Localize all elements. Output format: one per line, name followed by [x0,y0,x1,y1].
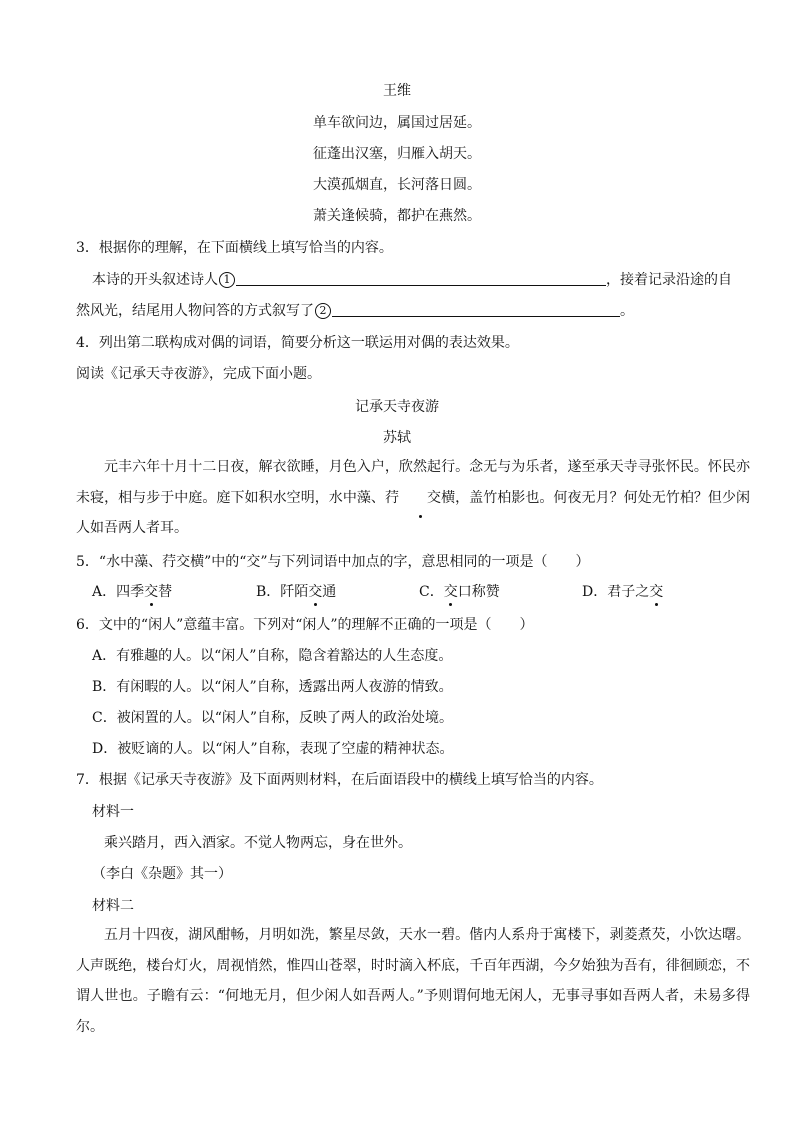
poem-line-4: 萧关逢候骑，都护在燕然。 [313,208,481,224]
question-6-stem: 6．文中的“闲人”意蕴丰富。下列对“闲人”的理解不正确的一项是（ ） [76,617,534,633]
q3-text-3: 然风光，结尾用人物问答的方式叙写了 [76,303,314,319]
q6-option-b[interactable]: B．有闲暇的人。以“闲人”自称，透露出两人夜游的情致。 [92,679,453,695]
q3-marker-2: 2 [315,303,331,319]
q5-option-c-dot: 交 [444,581,458,601]
q6-option-d[interactable]: D．被贬谪的人。以“闲人”自称，表现了空虚的精神状态。 [92,741,454,757]
question-7-stem: 7．根据《记承天寺夜游》及下面两则材料，在后面语段中的横线上填写恰当的内容。 [76,772,603,788]
q5-option-b[interactable] [256,581,336,601]
question-4-stem: 4．列出第二联构成对偶的词语，简要分析这一联运用对偶的表达效果。 [76,335,519,351]
q3-blank-2[interactable] [332,316,620,317]
material-2-label: 材料二 [92,898,134,914]
q3-marker-1: 1 [219,272,235,288]
poem-line-1: 单车欲问边，属国过居延。 [313,115,481,131]
essay-text-part-b: 横，盖竹柏影也。何夜无月？何处无竹柏？但少闲人如吾两人者耳。 [76,489,751,536]
q5-option-b-pre: B．阡陌 [256,584,309,600]
q5-option-a-pre: A．四季 [92,584,145,600]
material-1-label: 材料一 [92,804,134,820]
q5-option-c[interactable] [419,581,500,601]
reading-intro: 阅读《记承天寺夜游》，完成下面小题。 [76,366,321,382]
q5-option-b-dot: 交 [308,581,322,601]
q5-option-c-post: 口称赞 [457,584,500,600]
q6-option-a[interactable]: A．有雅趣的人。以“闲人”自称，隐含着豁达的人生态度。 [92,648,453,664]
material-1-source: （李白《杂题》其一） [92,866,232,882]
q3-blank-1[interactable] [236,285,606,286]
question-3-line-1 [92,269,732,289]
q6-option-c[interactable]: C．被闲置的人。以“闲人”自称，反映了两人的政治处境。 [92,710,454,726]
essay-author: 苏轼 [383,430,411,446]
essay-title: 记承天寺夜游 [355,399,439,415]
q5-option-a-dot: 交 [144,581,158,601]
poem-line-3: 大漠孤烟直，长河落日圆。 [313,177,481,193]
q5-option-c-pre: C． [419,584,444,600]
q5-option-b-post: 通 [322,584,337,600]
question-3-stem: 3．根据你的理解，在下面横线上填写恰当的内容。 [76,240,393,256]
q5-option-d-pre: D．君子之 [582,584,650,600]
essay-dotted-char: 交 [399,483,441,514]
q5-option-a[interactable] [92,581,172,601]
q3-text-2: ，接着记录沿途的自 [606,272,732,288]
essay-text-part-a: 元丰六年十月十二日夜，解衣欲睡，月色入户，欣然起行。念无与为乐者，遂至承天寺寻张怀民。怀民亦未寝，相与步于中庭。庭下如积水空明，水中藻、荇 [76,459,750,506]
material-1-text: 乘兴踏月，西入酒家。不觉人物两忘，身在世外。 [104,835,412,851]
essay-text [76,452,750,544]
poem-line-2: 征蓬出汉塞，归雁入胡天。 [313,146,481,162]
question-5-stem: 5．“水中藻、荇交横”中的“交”与下列词语中加点的字，意思相同的一项是（ ） [76,554,590,570]
q5-option-d-dot: 交 [649,581,663,601]
poem-author: 王维 [383,83,411,99]
q3-text-1: 本诗的开头叙述诗人 [92,272,218,288]
q5-option-d[interactable] [582,581,663,601]
q3-text-4: 。 [620,303,634,319]
question-3-line-2 [76,300,634,320]
q5-option-a-post: 替 [158,584,173,600]
material-2-text: 五月十四夜，湖风酣畅，月明如洗，繁星尽敛，天水一碧。偕内人系舟于寓楼下，剥菱煮芡，小饮达曙。人声既绝，楼台灯火，周视悄然，惟四山苍翠，时时滴入杯底，千百年西湖，今夕始独为吾有，徘徊顾恋，不谓人世也。子瞻有云：“何地无月，但少闲人如吾两人。”予则谓何地无闲人，无事寻事如吾两人者，未易多得尔。 [76,927,750,1035]
